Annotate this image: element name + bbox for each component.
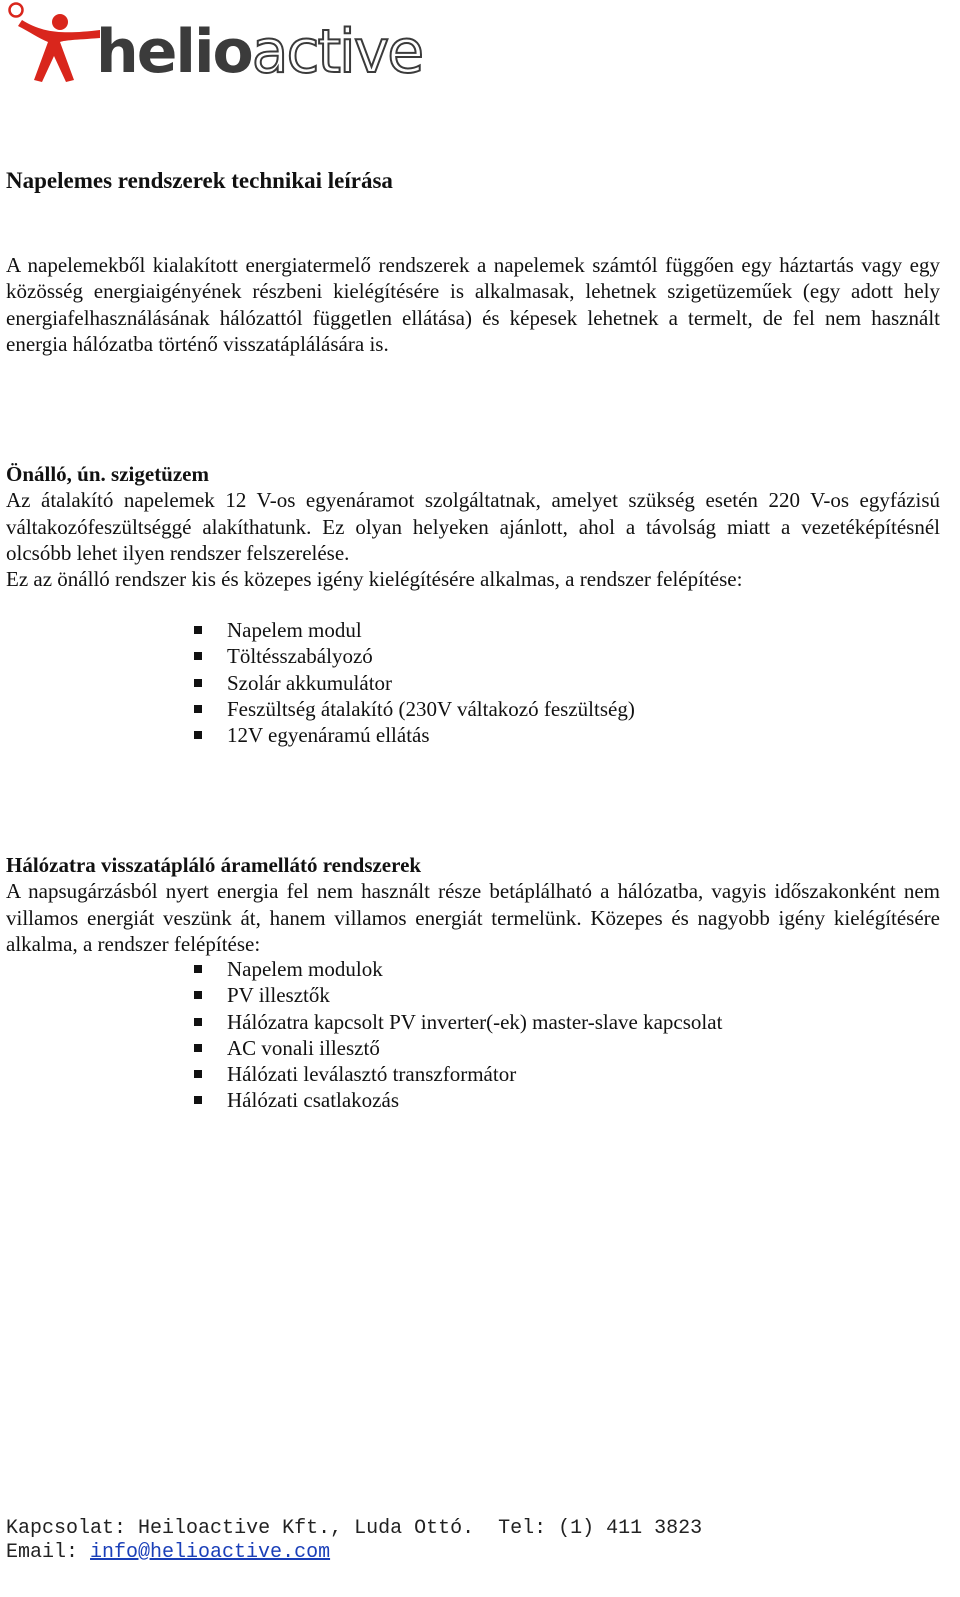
person-figure-icon: [4, 0, 104, 88]
company-name: Heiloactive Kft., Luda Ottó.: [138, 1517, 475, 1540]
email-link[interactable]: info@helioactive.com: [90, 1541, 331, 1564]
section-standalone: [6, 461, 940, 566]
section-standalone-heading: Önálló, ún. szigetüzem: [6, 462, 209, 486]
logo-wordmark-active: active: [251, 17, 423, 87]
contact-footer: [6, 1517, 702, 1565]
company-logo: [4, 0, 444, 92]
list-item: Feszültség átalakító (230V váltakozó feszültség): [194, 696, 635, 722]
list-item: Napelem modulok: [194, 956, 722, 982]
list-item: Hálózatra kapcsolt PV inverter(-ek) master-slave kapcsolat: [194, 1009, 722, 1035]
section-standalone-body: Az átalakító napelemek 12 V-os egyenáramot szolgáltatnak, amelyet szükség esetén 220 V-os egyfázisú váltakozófeszültséggé alakíthatunk. Ez olyan helyeken ajánlott, ahol a távolság miatt a vezetéképítésnél olcsóbb lehet ilyen rendszer felszerelése.: [6, 488, 940, 565]
tel-label: Tel:: [498, 1517, 547, 1540]
contact-label: Kapcsolat:: [6, 1517, 127, 1540]
list-item: 12V egyenáramú ellátás: [194, 722, 635, 748]
page-title: Napelemes rendszerek technikai leírása: [6, 168, 393, 193]
logo-wordmark: [96, 17, 423, 87]
email-label: Email:: [6, 1541, 79, 1564]
tel-number: (1) 411 3823: [558, 1517, 703, 1540]
list-item: Napelem modul: [194, 617, 635, 643]
section-grid-body: A napsugárzásból nyert energia fel nem használt része betáplálható a hálózatba, vagyis időszakonként nem villamos energiát veszünk át, hanem villamos energiát termelünk. Közepes és nagyobb igény kielégítésére alkalma, a rendszer felépítése:: [6, 879, 940, 956]
list-item: PV illesztők: [194, 982, 722, 1008]
list-item: Hálózati csatlakozás: [194, 1087, 722, 1113]
list-item: Töltésszabályozó: [194, 643, 635, 669]
standalone-components-list: [194, 617, 635, 748]
section-grid: [6, 852, 940, 957]
list-item: Szolár akkumulátor: [194, 670, 635, 696]
list-item: Hálózati leválasztó transzformátor: [194, 1061, 722, 1087]
intro-paragraph: A napelemekből kialakított energiatermelő rendszerek a napelemek számtól függően egy háztartás vagy egy közösség energiaigényének részbeni kielégítésére is alkalmasak, lehetnek szigetüzeműek (egy adott hely energiafelhasználásának hálózattól független ellátása) és képesek lehetnek a termelt, de fel nem használt energia hálózatba történő visszatáplálására is.: [6, 253, 940, 356]
section-grid-heading: Hálózatra visszatápláló áramellátó rendszerek: [6, 853, 422, 877]
logo-wordmark-helio: helio: [96, 17, 252, 87]
grid-components-list: [194, 956, 722, 1114]
section-standalone-body2: Ez az önálló rendszer kis és közepes igény kielégítésére alkalmas, a rendszer felépítése:: [6, 567, 743, 591]
list-item: AC vonali illesztő: [194, 1035, 722, 1061]
